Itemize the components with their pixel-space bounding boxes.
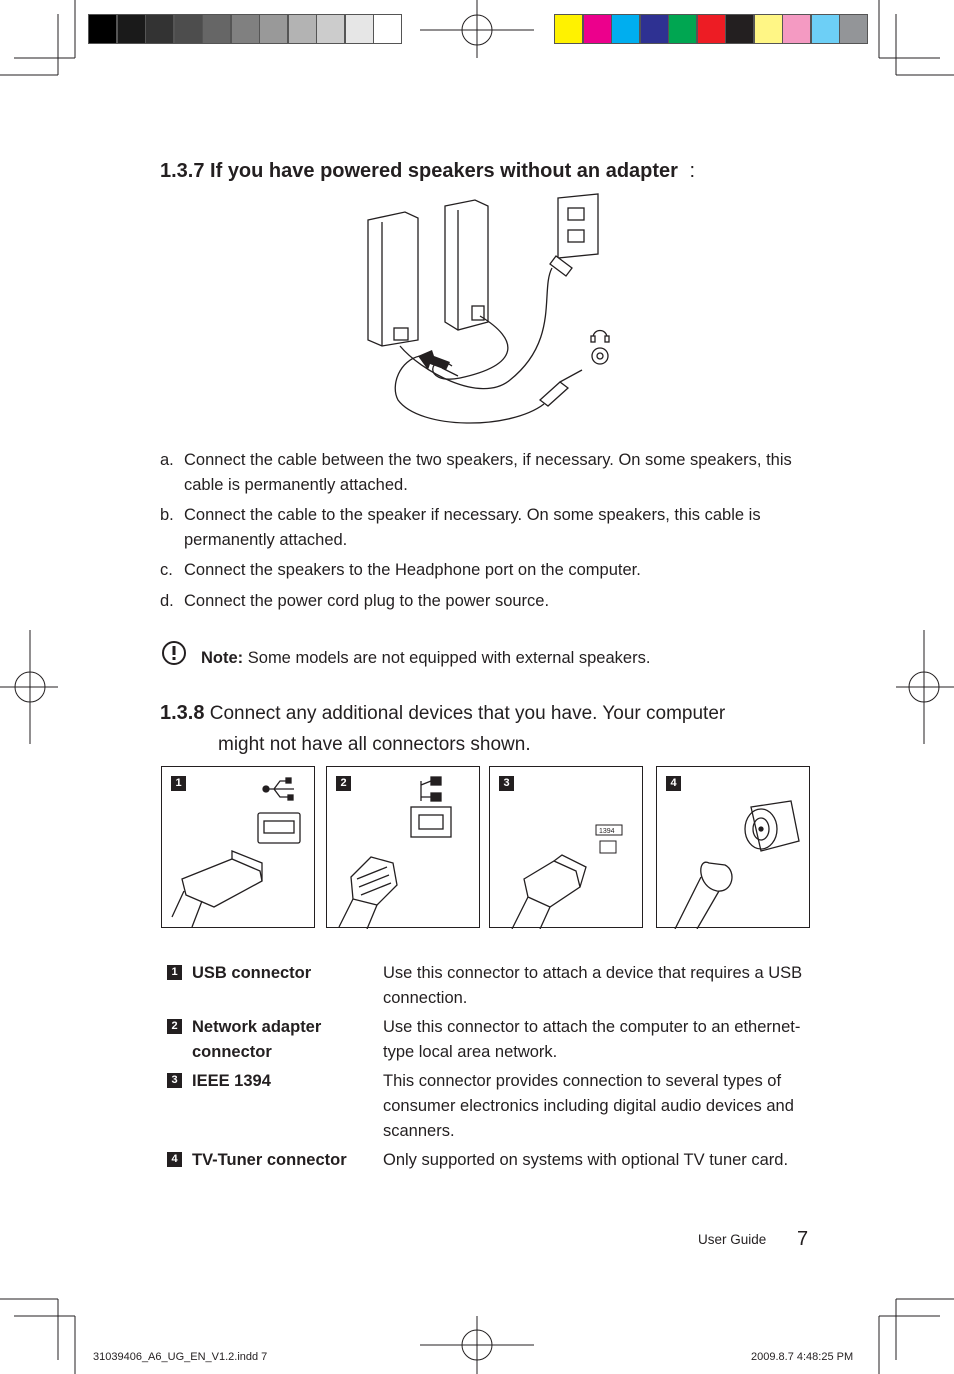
section-137-title: 1.3.7 If you have powered speakers without an adapter : xyxy=(160,160,696,182)
step-letter: a. xyxy=(160,451,174,469)
panel-tv-tuner xyxy=(656,766,810,928)
step-letter: c. xyxy=(160,561,173,579)
note-text: Some models are not equipped with external speakers. xyxy=(243,649,651,667)
network-icon xyxy=(327,767,481,929)
step-item xyxy=(160,558,820,583)
usb-icon xyxy=(162,767,316,929)
step-text: Connect the cable between the two speakers, if necessary. On some speakers, this cable is permanently attached. xyxy=(184,451,792,494)
connector-description: Use this connector to attach the computer to an ethernet-type local area network. xyxy=(383,1018,801,1061)
step-text: Connect the power cord plug to the power source. xyxy=(184,592,550,610)
connector-name: IEEE 1394 xyxy=(192,1072,271,1090)
exclamation-circle-icon xyxy=(161,640,189,668)
ieee1394-icon xyxy=(490,767,644,929)
panel-badge: 1 xyxy=(171,776,186,791)
connector-badge: 1 xyxy=(167,965,182,980)
page-number: 7 xyxy=(797,1228,809,1250)
connector-description: This connector provides connection to several types of consumer electronics including digital audio devices and scanners. xyxy=(383,1072,794,1140)
print-slug-file: 31039406_A6_UG_EN_V1.2.indd 7 xyxy=(93,1351,268,1363)
panel-usb xyxy=(161,766,315,928)
section-138-line2: might not have all connectors shown. xyxy=(218,734,531,755)
panel-ieee1394 xyxy=(489,766,643,928)
connector-name: Network adapter connector xyxy=(192,1018,322,1061)
panel-badge: 3 xyxy=(499,776,514,791)
connector-badge: 2 xyxy=(167,1019,182,1034)
connector-name: TV-Tuner connector xyxy=(192,1151,347,1169)
step-item xyxy=(160,589,820,614)
speakers-connection-illustration xyxy=(360,190,620,430)
insert-arrow-icon xyxy=(418,350,450,370)
print-slug-date: 2009.8.7 4:48:25 PM xyxy=(751,1351,854,1363)
panel-badge: 4 xyxy=(666,776,681,791)
panel-badge: 2 xyxy=(336,776,351,791)
footer-guide-label: User Guide xyxy=(698,1232,767,1247)
note-label: Note: xyxy=(201,649,244,667)
connector-description: Use this connector to attach a device that requires a USB connection. xyxy=(383,964,803,1007)
ieee1394-label: 1394 xyxy=(599,828,615,835)
step-text: Connect the cable to the speaker if necessary. On some speakers, this cable is permanently attached. xyxy=(184,506,761,549)
connector-description: Only supported on systems with optional TV tuner card. xyxy=(383,1151,789,1169)
step-item xyxy=(160,448,820,498)
connector-name: USB connector xyxy=(192,964,312,982)
step-letter: d. xyxy=(160,592,174,610)
connector-badge: 4 xyxy=(167,1152,182,1167)
coax-icon xyxy=(657,767,811,929)
step-text: Connect the speakers to the Headphone port on the computer. xyxy=(184,561,641,579)
connector-badge: 3 xyxy=(167,1073,182,1088)
step-letter: b. xyxy=(160,506,174,524)
section-138-line1: Connect any additional devices that you have. Your computer xyxy=(209,703,726,724)
section-138-heading xyxy=(160,698,810,760)
panel-network xyxy=(326,766,480,928)
step-item xyxy=(160,503,820,553)
section-138-number: 1.3.8 xyxy=(160,702,205,724)
